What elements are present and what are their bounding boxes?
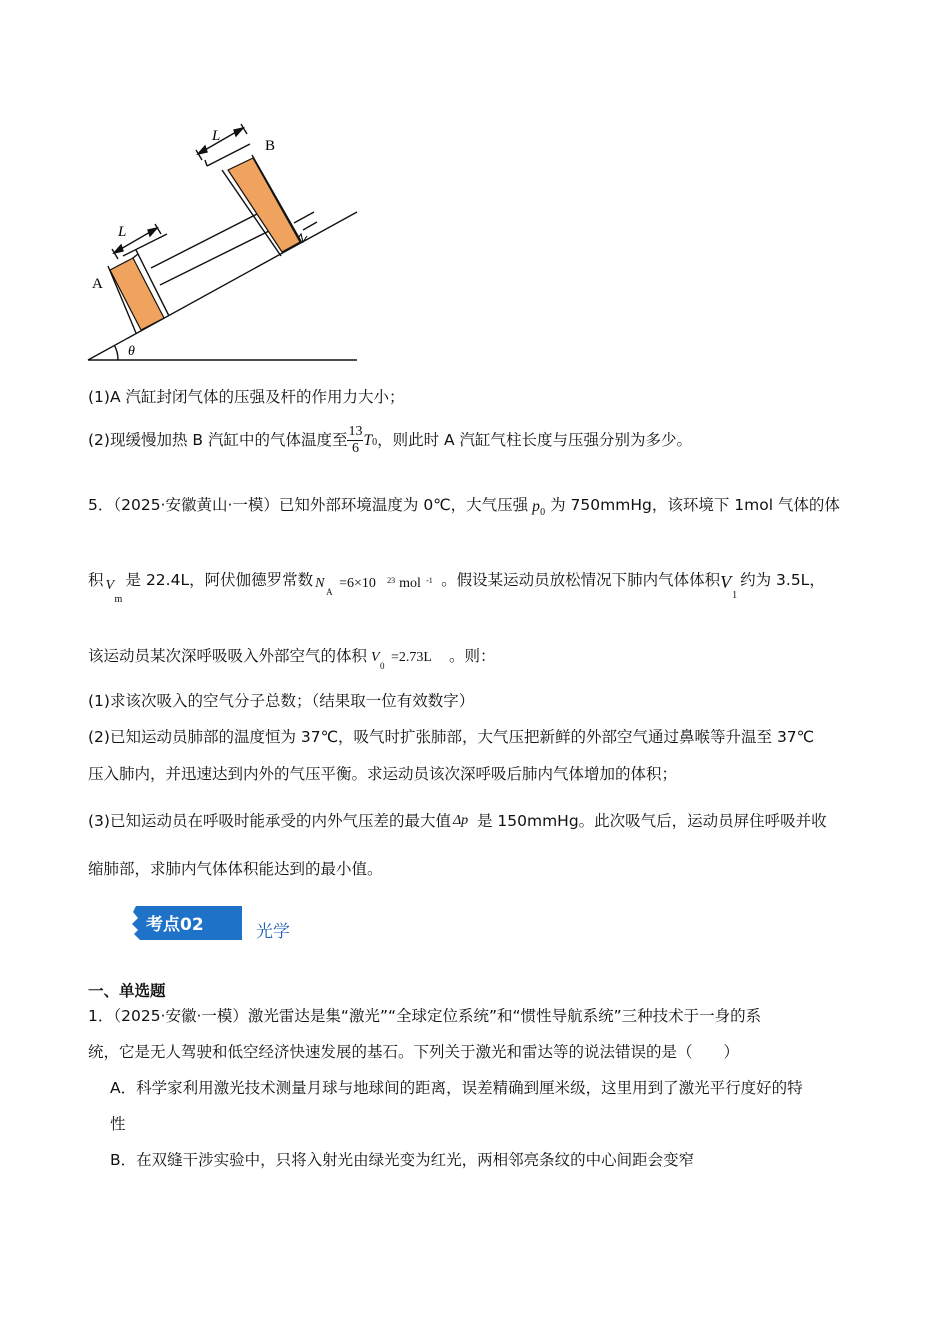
section-title: 光学 [256,922,290,942]
q4-part1: (1)A 汽缸封闭气体的压强及杆的作用力大小； [88,388,405,406]
label-theta: θ [128,344,135,359]
option-A-line2: 性 [110,1115,126,1133]
cylinder-diagram [80,120,370,370]
mcq-q1-line2: 统，它是无人驾驶和低空经济快速发展的基石。下列关于激光和雷达等的说法错误的是（ ） [88,1043,740,1061]
connecting-rod-upper [151,211,263,268]
mcq-heading: 一、单选题 [88,982,166,1000]
gas-A [110,258,164,330]
mcq-q1-line1: 1．（2025·安徽·一模）激光雷达是集“激光”“全球定位系统”和“惯性导航系统”三种技术于一身的系 [88,1007,762,1025]
label-L-top: L [212,128,221,144]
angle-arc [115,346,119,360]
q5-line3: 该运动员某次深呼吸吸入外部空气的体积 V 0 =2.73L 。则： [88,647,496,671]
q5-part3: (3)已知运动员在呼吸时能承受的内外气压差的最大值 Δp 是 150mmHg。此次吸气后，运动员屏住呼吸并收 [88,812,827,830]
gas-B [228,158,300,252]
label-A: A [92,276,103,292]
section-badge [130,904,242,942]
connecting-rod-lower [160,228,275,285]
fraction-13-6: $\frac{13}{6}$ [348,424,363,456]
q5-part2a: (2)已知运动员肺部的温度恒为 37℃，吸气时扩张肺部，大气压把新鲜的外部空气通过鼻喉等升温至 37℃ [88,728,815,746]
badge-text: 考点02 [146,915,204,935]
label-B: B [265,138,276,154]
q5-part2b: 压入肺内，并迅速达到内外的气压平衡。求运动员该次深呼吸后肺内气体增加的体积； [88,765,678,783]
plate-A [123,234,167,256]
q5-part1: (1)求该次吸入的空气分子总数；（结果取一位有效数字） [88,692,475,710]
label-L-left: L [118,224,127,240]
option-A-line1[interactable]: A．科学家利用激光技术测量月球与地球间的距离，误差精确到厘米级，这里用到了激光平行度好的特 [110,1079,803,1097]
q5-line2: 积 V m 是 22.4L，阿伏伽德罗常数 N A =6×10 23 mol -1 。假设某运动员放松情况下肺内气体体积 V 1 约为 3.5L， [88,571,825,605]
q4-part2: (2)现缓慢加热 B 汽缸中的气体温度至 $\frac{13}{6}$ T0，则此时 A 汽缸气柱长度与压强分别为多少。 [88,424,693,456]
q5-part3b: 缩肺部，求肺内气体体积能达到的最小值。 [88,860,383,878]
q5-line1: 5．（2025·安徽黄山·一模）已知外部环境温度为 0℃，大气压强 p 0 为 750mmHg，该环境下 1mol 气体的体 [88,496,840,518]
option-B[interactable]: B．在双缝干涉实验中，只将入射光由绿光变为红光，两相邻亮条纹的中心间距会变窄 [110,1151,695,1169]
